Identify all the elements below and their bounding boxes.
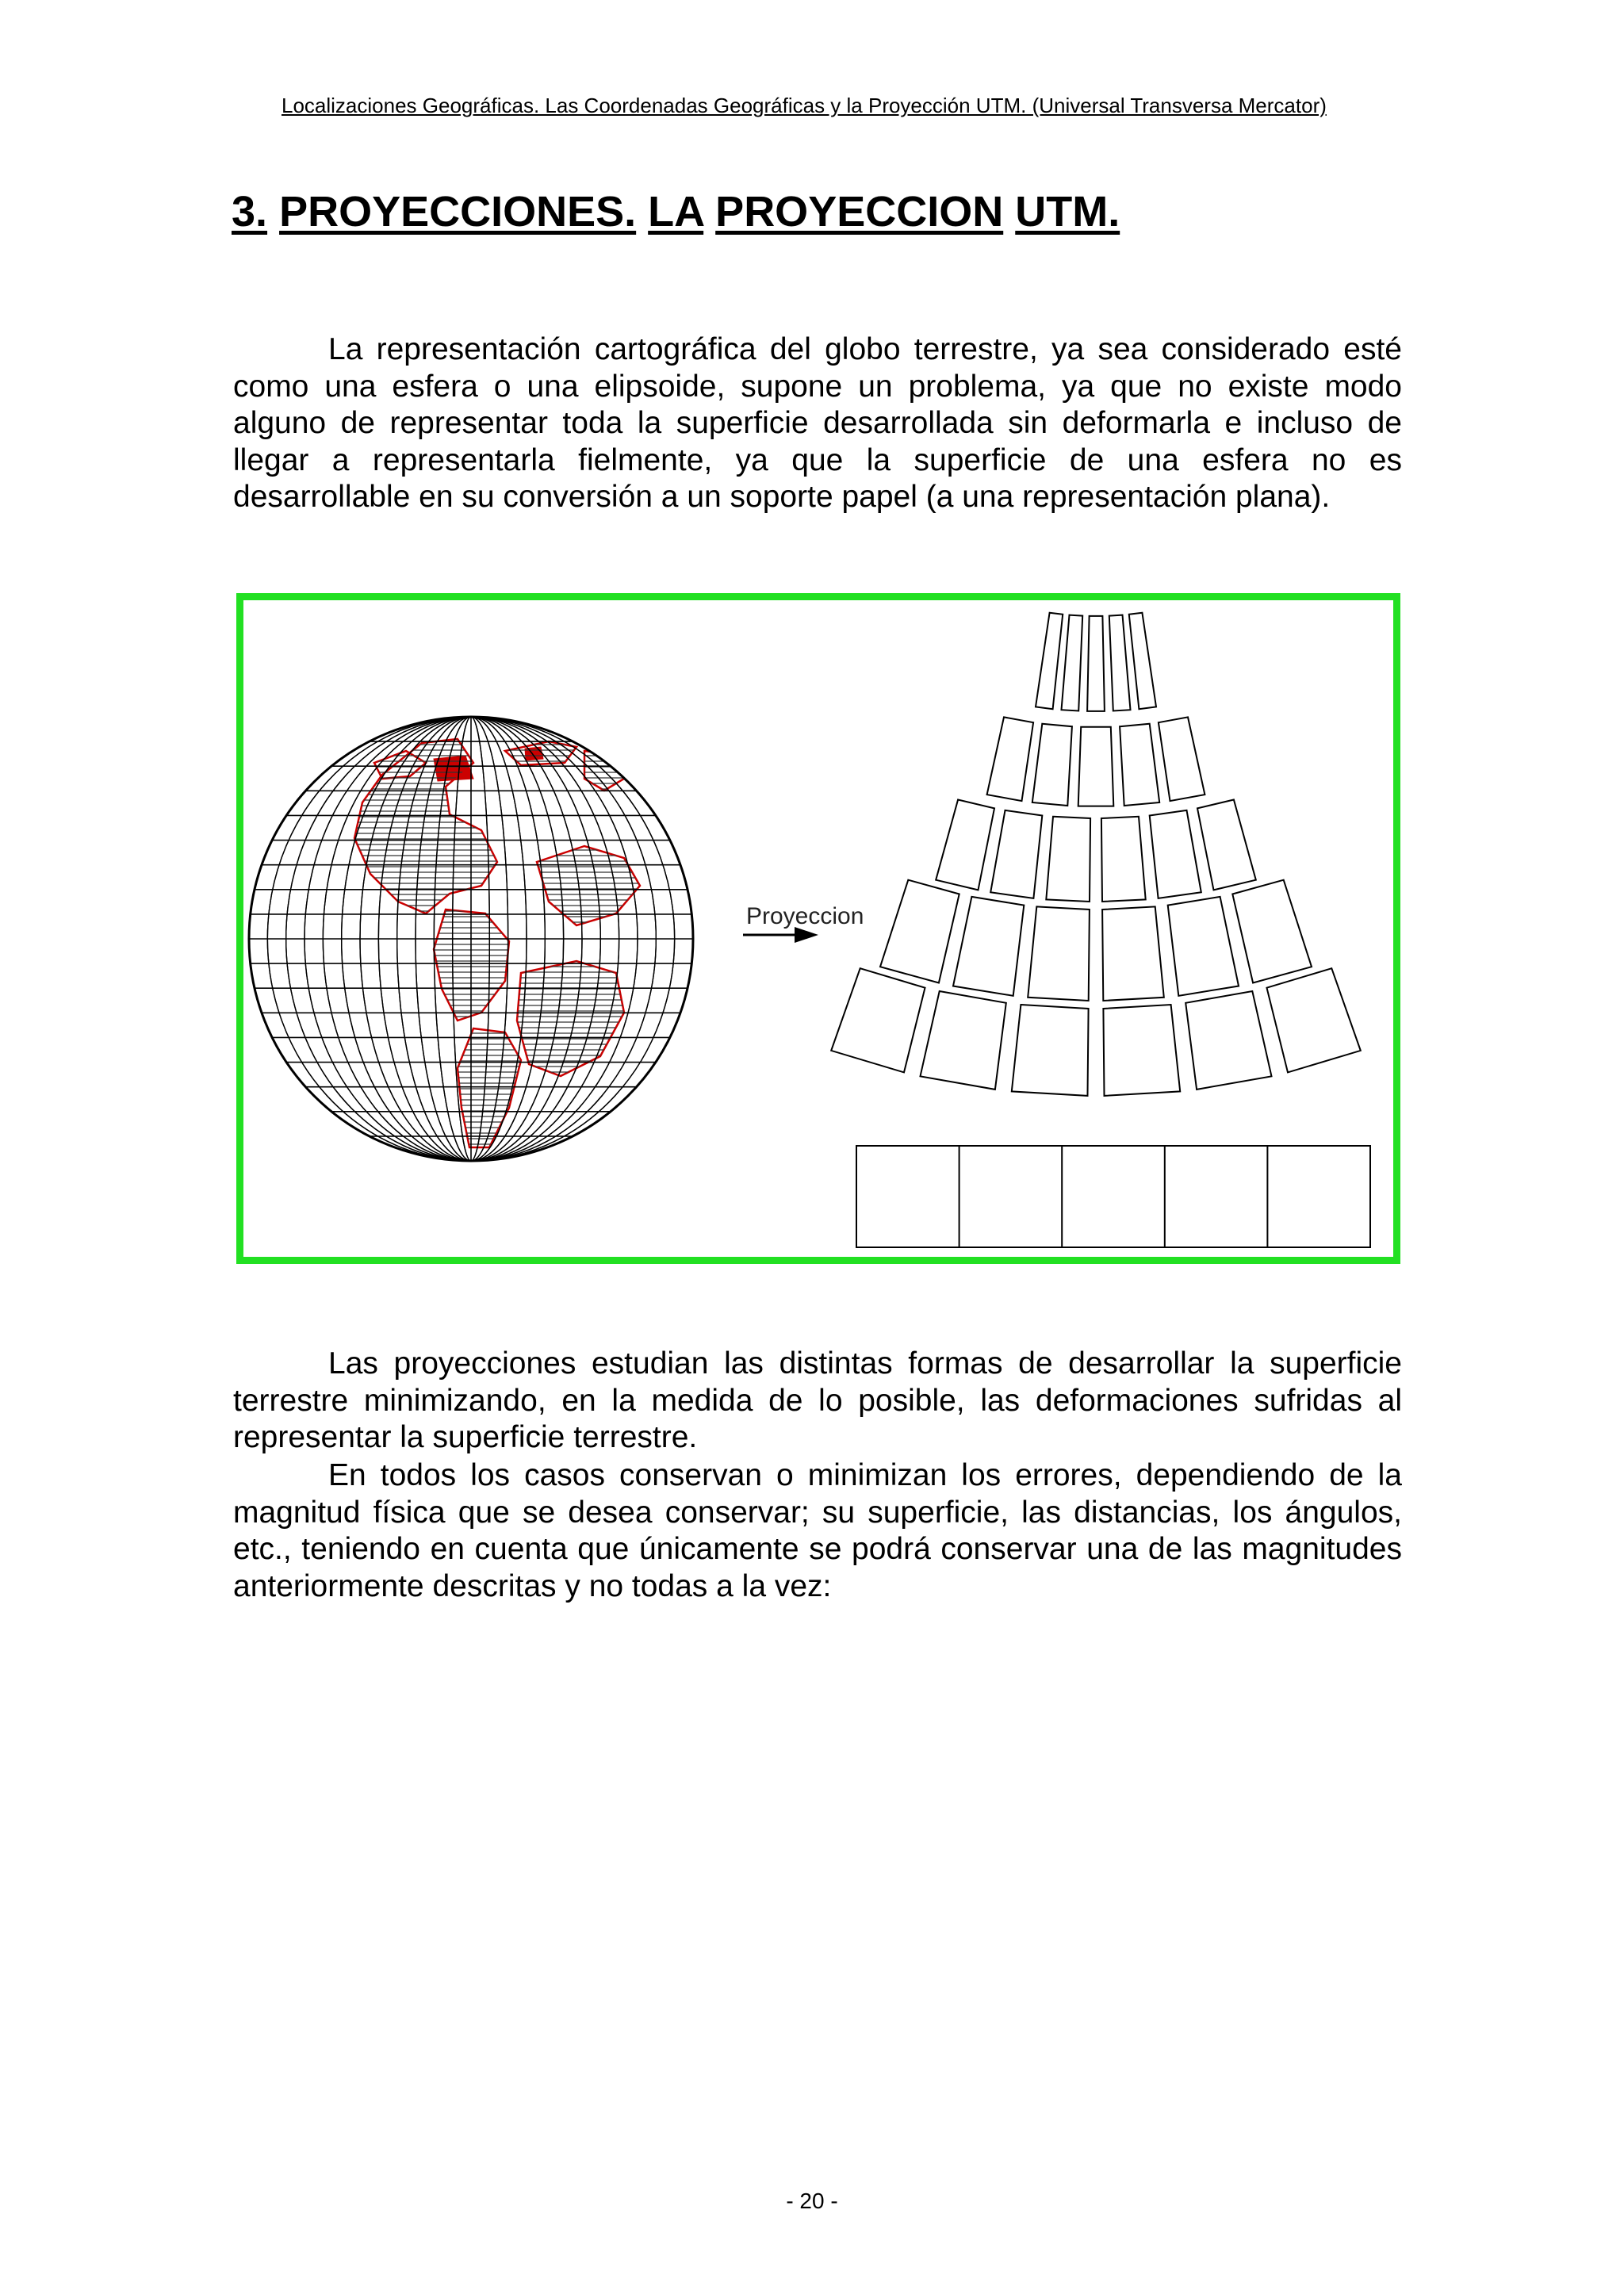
title-word-la: LA [648,188,704,236]
title-word-proyeccion: PROYECCION [715,188,1004,236]
section-title [232,187,1120,236]
projection-illustration [243,600,1393,1257]
projection-arrow-label: Proyeccion [746,903,864,929]
intro-paragraph: La representación cartográfica del globo terrestre, ya sea considerado esté como una esfera o una elipsoide, supone un problema, ya que no existe modo alguno de representar toda la superficie desarrollada sin deformarla e incluso de llegar a representarla fielmente, ya que la superficie de una esfera no es desarrollable en su conversión a un soporte papel (a una representación plana). [233,332,1402,514]
title-word-utm: UTM. [1015,188,1120,236]
globe-illustration [249,717,693,1161]
projection-figure [236,593,1400,1264]
projection-arrow [743,903,864,943]
running-header: Localizaciones Geográficas. Las Coordenadas Geográficas y la Proyección UTM. (Universal Transversa Mercator) [282,94,1327,117]
page-number: - 20 - [786,2189,838,2213]
title-word-proyecciones: PROYECCIONES. [279,188,637,236]
section-number: 3. [232,188,268,236]
projections-paragraph: Las proyecciones estudian las distintas formas de desarrollar la superficie terrestre minimizando, en la medida de lo posible, las deformaciones sufridas al representar la superficie terrestre. [233,1346,1402,1454]
conservation-paragraph: En todos los casos conservan o minimizan los errores, dependiendo de la magnitud física que se desea conservar; su superficie, las distancias, los ángulos, etc., teniendo en cuenta que únicamente se podrá conservar una de las magnitudes anteriormente descritas y no todas a la vez: [233,1458,1402,1603]
unrolled-projection-grid [831,613,1370,1247]
